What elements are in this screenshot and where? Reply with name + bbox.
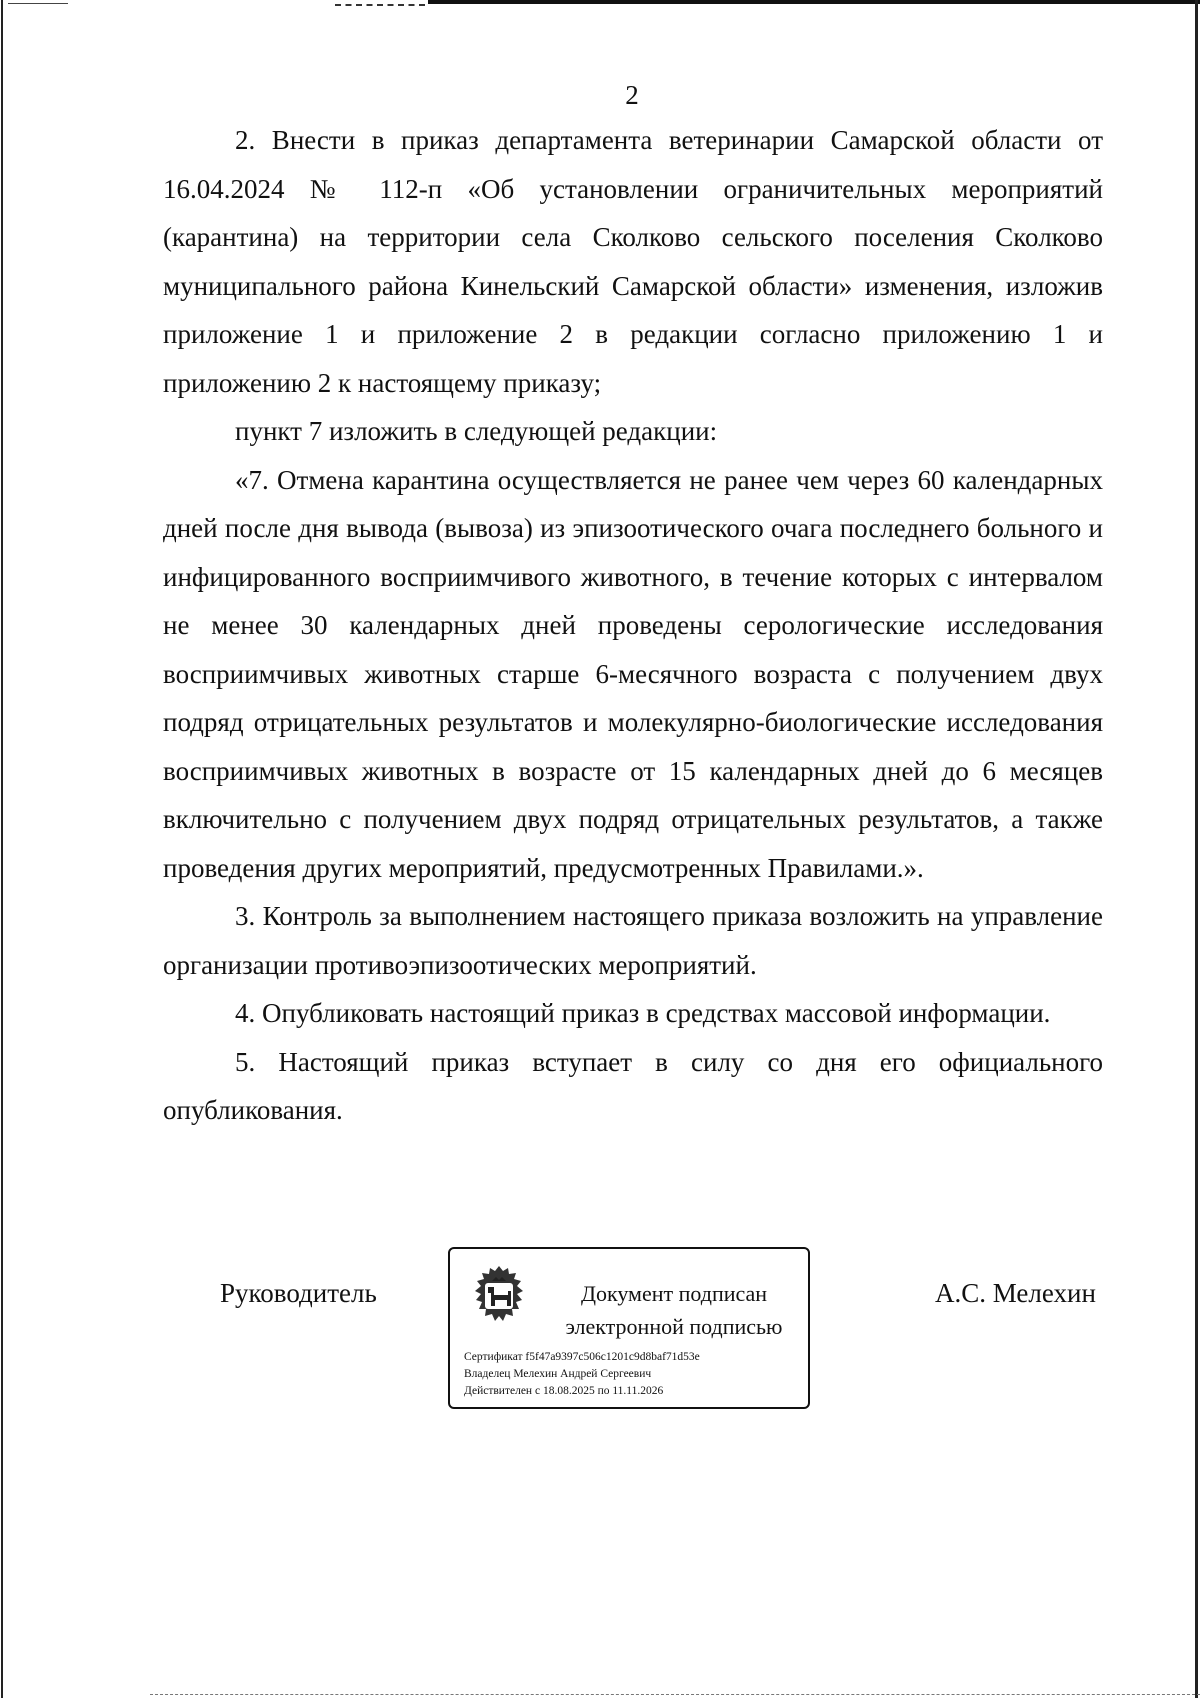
electronic-signature-stamp <box>448 1247 810 1409</box>
document-body <box>163 116 1103 1135</box>
scan-top-edge <box>0 0 1200 6</box>
stamp-owner: Владелец Мелехин Андрей Сергеевич <box>464 1368 652 1380</box>
paragraph-item-5: 5. Настоящий приказ вступает в силу со дня его официального опубликования. <box>163 1046 1103 1125</box>
stamp-details <box>464 1349 800 1400</box>
scan-edge-dashes <box>335 4 425 6</box>
scan-edge-bar <box>428 0 1200 4</box>
scan-bottom-edge <box>150 1694 1200 1695</box>
page-number: 2 <box>625 80 639 110</box>
scan-edge-line <box>8 3 68 4</box>
stamp-certificate: Сертификат f5f47a9397c506c1201c9d8baf71d53e <box>464 1351 700 1363</box>
signatory-role: Руководитель <box>220 1278 377 1308</box>
coat-of-arms-icon <box>468 1263 530 1327</box>
stamp-title-line-2: электронной подписью <box>565 1314 783 1339</box>
stamp-title-line-1: Документ подписан <box>580 1281 768 1306</box>
scan-left-edge <box>1 0 3 1698</box>
paragraph-item-2: 2. Внести в приказ департамента ветеринарии Самарской области от 16.04.2024 № 112-п «Об установлении ограничительных мероприятий (карантина) на территории села Сколково сельского поселения Сколково муниципального района Кинельский Самарской области» изменения, изложив приложение 1 и приложение 2 в редакции согласно приложению 1 и приложению 2 к настоящему приказу; <box>163 125 1103 398</box>
paragraph-item-4: 4. Опубликовать настоящий приказ в средствах массовой информации. <box>235 998 1051 1028</box>
stamp-title <box>550 1277 798 1343</box>
scan-right-edge <box>1195 0 1198 1698</box>
signatory-name: А.С. Мелехин <box>935 1278 1096 1308</box>
paragraph-point-7-intro: пункт 7 изложить в следующей редакции: <box>235 416 718 446</box>
stamp-validity: Действителен с 18.08.2025 по 11.11.2026 <box>464 1385 664 1397</box>
paragraph-point-7-text: «7. Отмена карантина осуществляется не ранее чем через 60 календарных дней после дня вывода (вывоза) из эпизоотического очага последнего больного и инфицированного восприимчивого животного, в течение которых с интервалом не менее 30 календарных дней проведены серологические исследования восприимчивых животных старше 6-месячного возраста с получением двух подряд отрицательных результатов и молекулярно-биологические исследования восприимчивых животных в возрасте от 15 календарных дней до 6 месяцев включительно с получением двух подряд отрицательных результатов, а также проведения других мероприятий, предусмотренных Правилами.». <box>163 464 1103 883</box>
paragraph-item-3: 3. Контроль за выполнением настоящего приказа возложить на управление организации противоэпизоотических мероприятий. <box>163 901 1103 980</box>
